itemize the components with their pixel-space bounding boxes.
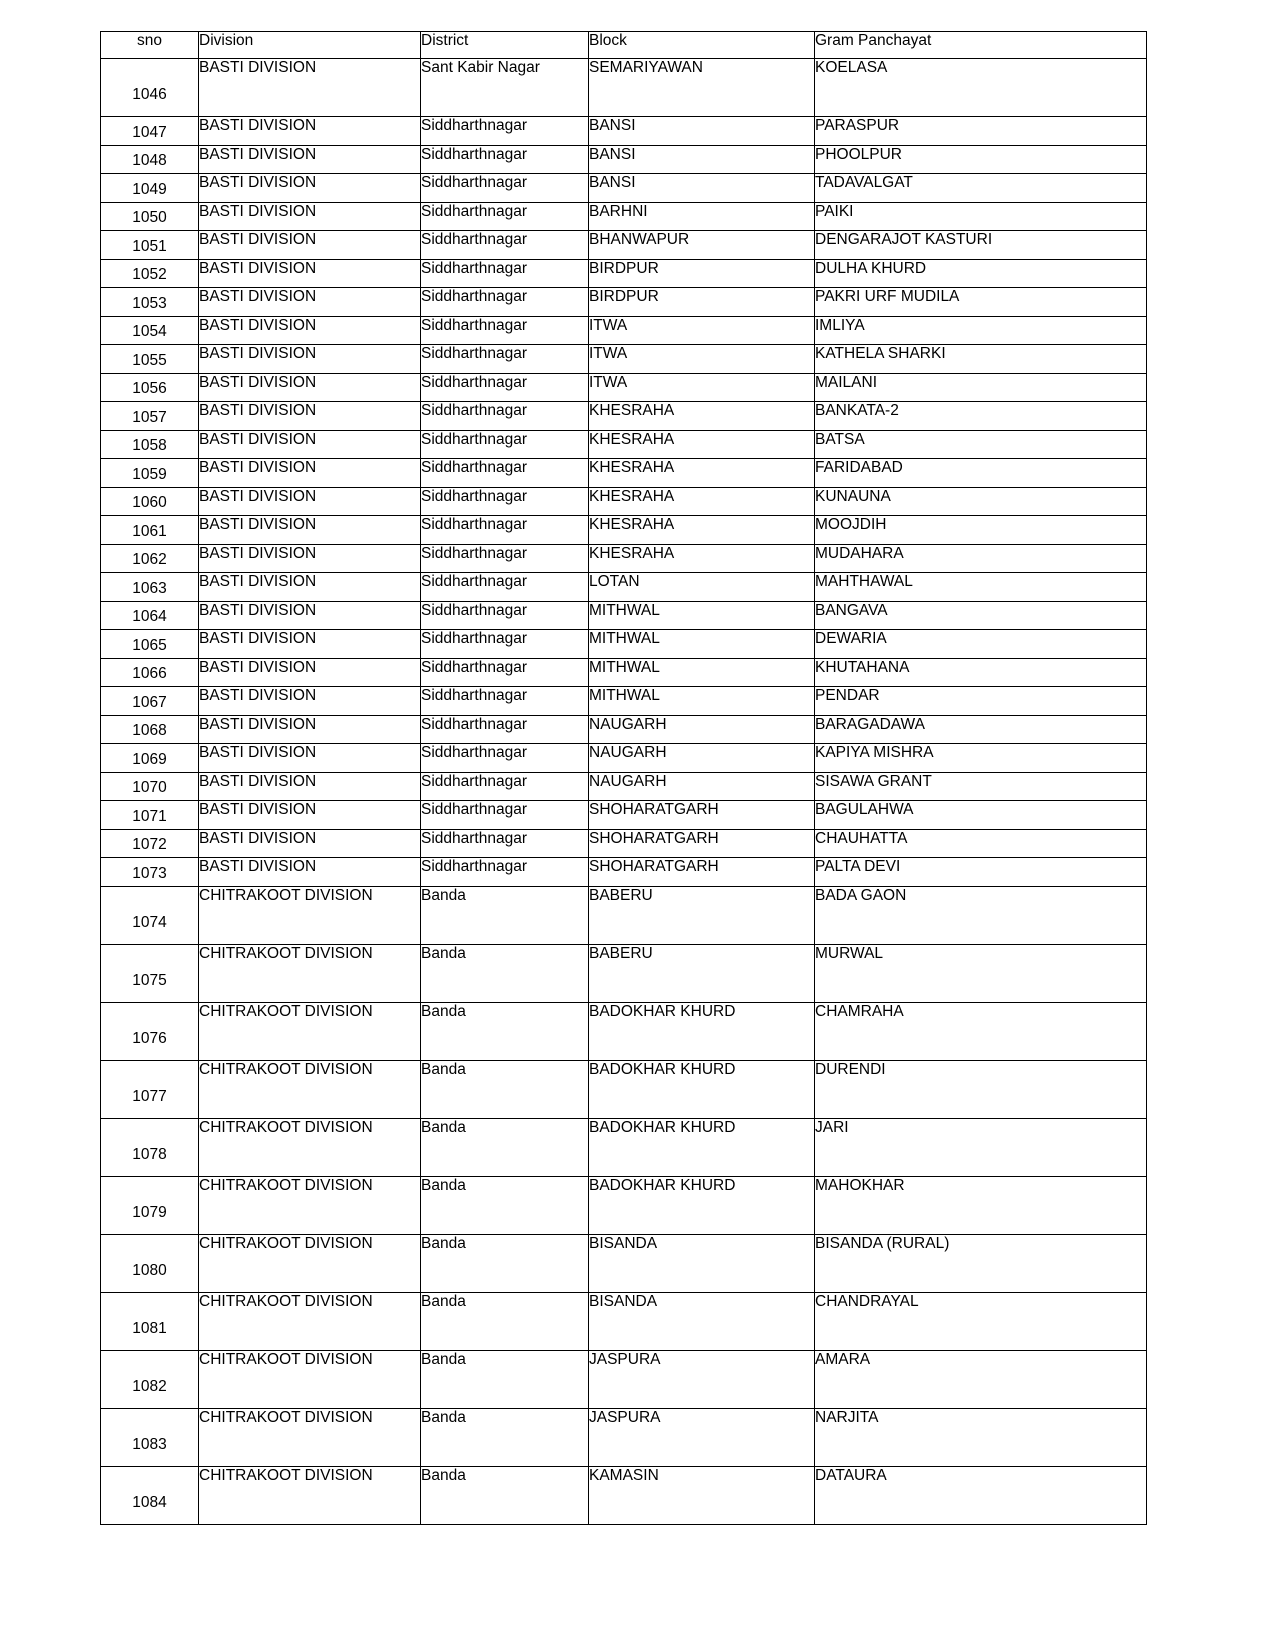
cell-block: BABERU [589, 944, 815, 1002]
cell-division: BASTI DIVISION [199, 145, 421, 174]
cell-gram_panchayat: CHAMRAHA [815, 1002, 1147, 1060]
cell-sno: 1083 [101, 1408, 199, 1466]
cell-district: Banda [421, 886, 589, 944]
table-header [101, 32, 1147, 59]
cell-district: Siddharthnagar [421, 516, 589, 545]
cell-district: Siddharthnagar [421, 202, 589, 231]
cell-division: CHITRAKOOT DIVISION [199, 1002, 421, 1060]
table-body [101, 59, 1147, 1525]
cell-gram_panchayat: MAILANI [815, 373, 1147, 402]
cell-gram_panchayat: DATAURA [815, 1466, 1147, 1524]
cell-sno: 1076 [101, 1002, 199, 1060]
table-row [101, 145, 1147, 174]
table-row [101, 430, 1147, 459]
cell-sno: 1060 [101, 487, 199, 516]
table-row [101, 544, 1147, 573]
cell-sno: 1058 [101, 430, 199, 459]
cell-block: KHESRAHA [589, 544, 815, 573]
cell-division: BASTI DIVISION [199, 459, 421, 488]
cell-sno: 1084 [101, 1466, 199, 1524]
table-row [101, 630, 1147, 659]
cell-sno: 1055 [101, 345, 199, 374]
table-row [101, 231, 1147, 260]
table-row [101, 402, 1147, 431]
table-row [101, 1176, 1147, 1234]
cell-gram_panchayat: AMARA [815, 1350, 1147, 1408]
cell-sno: 1077 [101, 1060, 199, 1118]
cell-district: Siddharthnagar [421, 259, 589, 288]
cell-division: BASTI DIVISION [199, 59, 421, 117]
cell-block: KHESRAHA [589, 516, 815, 545]
cell-sno: 1075 [101, 944, 199, 1002]
cell-division: BASTI DIVISION [199, 573, 421, 602]
cell-district: Siddharthnagar [421, 345, 589, 374]
cell-sno: 1054 [101, 316, 199, 345]
cell-block: NAUGARH [589, 772, 815, 801]
cell-sno: 1069 [101, 744, 199, 773]
cell-gram_panchayat: PENDAR [815, 687, 1147, 716]
cell-district: Siddharthnagar [421, 630, 589, 659]
table-row [101, 1350, 1147, 1408]
cell-district: Siddharthnagar [421, 288, 589, 317]
cell-block: BABERU [589, 886, 815, 944]
cell-gram_panchayat: KAPIYA MISHRA [815, 744, 1147, 773]
cell-gram_panchayat: NARJITA [815, 1408, 1147, 1466]
cell-district: Sant Kabir Nagar [421, 59, 589, 117]
cell-gram_panchayat: BANGAVA [815, 601, 1147, 630]
cell-gram_panchayat: PAIKI [815, 202, 1147, 231]
cell-block: SHOHARATGARH [589, 801, 815, 830]
table-header-row [101, 32, 1147, 59]
cell-division: CHITRAKOOT DIVISION [199, 886, 421, 944]
column-header-district: District [421, 32, 589, 59]
table-row [101, 687, 1147, 716]
cell-sno: 1062 [101, 544, 199, 573]
cell-district: Siddharthnagar [421, 829, 589, 858]
cell-block: MITHWAL [589, 601, 815, 630]
cell-sno: 1065 [101, 630, 199, 659]
table-row [101, 1060, 1147, 1118]
cell-district: Banda [421, 1292, 589, 1350]
cell-district: Siddharthnagar [421, 231, 589, 260]
cell-district: Banda [421, 1002, 589, 1060]
cell-block: BANSI [589, 145, 815, 174]
cell-block: MITHWAL [589, 687, 815, 716]
cell-block: BIRDPUR [589, 259, 815, 288]
cell-division: BASTI DIVISION [199, 117, 421, 146]
cell-sno: 1057 [101, 402, 199, 431]
cell-division: BASTI DIVISION [199, 772, 421, 801]
cell-district: Siddharthnagar [421, 174, 589, 203]
table-row [101, 516, 1147, 545]
cell-block: NAUGARH [589, 744, 815, 773]
cell-block: JASPURA [589, 1350, 815, 1408]
cell-district: Banda [421, 1408, 589, 1466]
cell-sno: 1068 [101, 715, 199, 744]
cell-sno: 1082 [101, 1350, 199, 1408]
cell-division: BASTI DIVISION [199, 858, 421, 887]
table-row [101, 1002, 1147, 1060]
cell-district: Banda [421, 1234, 589, 1292]
cell-division: BASTI DIVISION [199, 630, 421, 659]
table-row [101, 117, 1147, 146]
cell-district: Siddharthnagar [421, 373, 589, 402]
table-row [101, 259, 1147, 288]
cell-gram_panchayat: DEWARIA [815, 630, 1147, 659]
cell-sno: 1046 [101, 59, 199, 117]
cell-sno: 1050 [101, 202, 199, 231]
cell-division: BASTI DIVISION [199, 231, 421, 260]
cell-district: Banda [421, 1118, 589, 1176]
table-row [101, 487, 1147, 516]
cell-sno: 1064 [101, 601, 199, 630]
cell-block: BISANDA [589, 1234, 815, 1292]
cell-sno: 1063 [101, 573, 199, 602]
table-row [101, 1234, 1147, 1292]
cell-division: CHITRAKOOT DIVISION [199, 1234, 421, 1292]
cell-gram_panchayat: MAHOKHAR [815, 1176, 1147, 1234]
cell-gram_panchayat: KHUTAHANA [815, 658, 1147, 687]
cell-block: LOTAN [589, 573, 815, 602]
cell-gram_panchayat: PAKRI URF MUDILA [815, 288, 1147, 317]
cell-gram_panchayat: JARI [815, 1118, 1147, 1176]
table-row [101, 288, 1147, 317]
cell-district: Siddharthnagar [421, 601, 589, 630]
cell-division: BASTI DIVISION [199, 345, 421, 374]
cell-division: BASTI DIVISION [199, 744, 421, 773]
table-row [101, 345, 1147, 374]
cell-district: Siddharthnagar [421, 487, 589, 516]
cell-block: KAMASIN [589, 1466, 815, 1524]
cell-district: Siddharthnagar [421, 715, 589, 744]
cell-gram_panchayat: DENGARAJOT KASTURI [815, 231, 1147, 260]
cell-sno: 1061 [101, 516, 199, 545]
cell-gram_panchayat: FARIDABAD [815, 459, 1147, 488]
cell-division: BASTI DIVISION [199, 658, 421, 687]
cell-division: BASTI DIVISION [199, 430, 421, 459]
cell-division: CHITRAKOOT DIVISION [199, 1408, 421, 1466]
cell-district: Banda [421, 1350, 589, 1408]
cell-block: ITWA [589, 373, 815, 402]
table-row [101, 373, 1147, 402]
cell-gram_panchayat: DURENDI [815, 1060, 1147, 1118]
column-header-gram-panchayat: Gram Panchayat [815, 32, 1147, 59]
cell-gram_panchayat: BADA GAON [815, 886, 1147, 944]
cell-block: JASPURA [589, 1408, 815, 1466]
cell-division: CHITRAKOOT DIVISION [199, 1118, 421, 1176]
cell-gram_panchayat: CHAUHATTA [815, 829, 1147, 858]
cell-district: Siddharthnagar [421, 772, 589, 801]
cell-sno: 1079 [101, 1176, 199, 1234]
cell-sno: 1056 [101, 373, 199, 402]
cell-division: BASTI DIVISION [199, 259, 421, 288]
cell-block: BADOKHAR KHURD [589, 1118, 815, 1176]
table-row [101, 174, 1147, 203]
cell-block: MITHWAL [589, 630, 815, 659]
table-row [101, 829, 1147, 858]
cell-block: BADOKHAR KHURD [589, 1002, 815, 1060]
table-row [101, 59, 1147, 117]
table-row [101, 573, 1147, 602]
cell-division: BASTI DIVISION [199, 829, 421, 858]
cell-division: BASTI DIVISION [199, 202, 421, 231]
cell-district: Siddharthnagar [421, 117, 589, 146]
cell-block: ITWA [589, 316, 815, 345]
table-row [101, 202, 1147, 231]
cell-block: KHESRAHA [589, 459, 815, 488]
table-row [101, 1292, 1147, 1350]
cell-sno: 1071 [101, 801, 199, 830]
cell-gram_panchayat: BAGULAHWA [815, 801, 1147, 830]
cell-gram_panchayat: IMLIYA [815, 316, 1147, 345]
cell-division: BASTI DIVISION [199, 373, 421, 402]
column-header-sno: sno [101, 32, 199, 59]
cell-gram_panchayat: BARAGADAWA [815, 715, 1147, 744]
cell-division: BASTI DIVISION [199, 516, 421, 545]
table-row [101, 858, 1147, 887]
cell-district: Siddharthnagar [421, 573, 589, 602]
cell-sno: 1053 [101, 288, 199, 317]
cell-gram_panchayat: BANKATA-2 [815, 402, 1147, 431]
cell-district: Banda [421, 944, 589, 1002]
cell-block: KHESRAHA [589, 430, 815, 459]
cell-sno: 1066 [101, 658, 199, 687]
cell-district: Siddharthnagar [421, 658, 589, 687]
cell-division: BASTI DIVISION [199, 174, 421, 203]
cell-block: BADOKHAR KHURD [589, 1176, 815, 1234]
cell-district: Siddharthnagar [421, 316, 589, 345]
gram-panchayat-table-container [100, 31, 1146, 1525]
table-row [101, 886, 1147, 944]
table-row [101, 801, 1147, 830]
cell-gram_panchayat: PALTA DEVI [815, 858, 1147, 887]
cell-block: KHESRAHA [589, 402, 815, 431]
cell-sno: 1081 [101, 1292, 199, 1350]
cell-block: BIRDPUR [589, 288, 815, 317]
cell-block: KHESRAHA [589, 487, 815, 516]
cell-division: BASTI DIVISION [199, 487, 421, 516]
cell-district: Banda [421, 1060, 589, 1118]
cell-sno: 1047 [101, 117, 199, 146]
cell-division: BASTI DIVISION [199, 601, 421, 630]
table-row [101, 744, 1147, 773]
cell-gram_panchayat: PHOOLPUR [815, 145, 1147, 174]
cell-sno: 1073 [101, 858, 199, 887]
table-row [101, 944, 1147, 1002]
cell-district: Siddharthnagar [421, 687, 589, 716]
cell-block: BANSI [589, 117, 815, 146]
cell-district: Banda [421, 1466, 589, 1524]
cell-district: Siddharthnagar [421, 430, 589, 459]
cell-gram_panchayat: TADAVALGAT [815, 174, 1147, 203]
table-row [101, 316, 1147, 345]
table-row [101, 1466, 1147, 1524]
cell-sno: 1067 [101, 687, 199, 716]
table-row [101, 658, 1147, 687]
cell-district: Siddharthnagar [421, 145, 589, 174]
cell-district: Siddharthnagar [421, 744, 589, 773]
cell-block: SEMARIYAWAN [589, 59, 815, 117]
cell-gram_panchayat: SISAWA GRANT [815, 772, 1147, 801]
column-header-division: Division [199, 32, 421, 59]
cell-division: BASTI DIVISION [199, 715, 421, 744]
cell-division: BASTI DIVISION [199, 687, 421, 716]
cell-sno: 1080 [101, 1234, 199, 1292]
cell-district: Banda [421, 1176, 589, 1234]
cell-division: BASTI DIVISION [199, 288, 421, 317]
table-row [101, 715, 1147, 744]
cell-district: Siddharthnagar [421, 801, 589, 830]
cell-gram_panchayat: BISANDA (RURAL) [815, 1234, 1147, 1292]
cell-division: BASTI DIVISION [199, 544, 421, 573]
cell-block: BHANWAPUR [589, 231, 815, 260]
cell-block: BISANDA [589, 1292, 815, 1350]
cell-gram_panchayat: KUNAUNA [815, 487, 1147, 516]
cell-gram_panchayat: MUDAHARA [815, 544, 1147, 573]
cell-block: BANSI [589, 174, 815, 203]
cell-block: BADOKHAR KHURD [589, 1060, 815, 1118]
cell-sno: 1059 [101, 459, 199, 488]
cell-block: SHOHARATGARH [589, 858, 815, 887]
cell-block: ITWA [589, 345, 815, 374]
column-header-block: Block [589, 32, 815, 59]
cell-gram_panchayat: KATHELA SHARKI [815, 345, 1147, 374]
cell-sno: 1048 [101, 145, 199, 174]
cell-gram_panchayat: MOOJDIH [815, 516, 1147, 545]
table-row [101, 459, 1147, 488]
cell-division: CHITRAKOOT DIVISION [199, 1292, 421, 1350]
cell-division: CHITRAKOOT DIVISION [199, 1176, 421, 1234]
cell-block: MITHWAL [589, 658, 815, 687]
cell-sno: 1072 [101, 829, 199, 858]
table-row [101, 601, 1147, 630]
cell-gram_panchayat: MAHTHAWAL [815, 573, 1147, 602]
cell-sno: 1052 [101, 259, 199, 288]
cell-division: BASTI DIVISION [199, 402, 421, 431]
cell-district: Siddharthnagar [421, 544, 589, 573]
cell-division: BASTI DIVISION [199, 316, 421, 345]
cell-gram_panchayat: CHANDRAYAL [815, 1292, 1147, 1350]
cell-district: Siddharthnagar [421, 402, 589, 431]
cell-gram_panchayat: MURWAL [815, 944, 1147, 1002]
cell-gram_panchayat: KOELASA [815, 59, 1147, 117]
cell-block: NAUGARH [589, 715, 815, 744]
cell-district: Siddharthnagar [421, 858, 589, 887]
gram-panchayat-table [100, 31, 1147, 1525]
cell-sno: 1049 [101, 174, 199, 203]
cell-gram_panchayat: BATSA [815, 430, 1147, 459]
cell-block: BARHNI [589, 202, 815, 231]
cell-division: CHITRAKOOT DIVISION [199, 1060, 421, 1118]
table-row [101, 772, 1147, 801]
cell-sno: 1051 [101, 231, 199, 260]
cell-district: Siddharthnagar [421, 459, 589, 488]
cell-division: CHITRAKOOT DIVISION [199, 1466, 421, 1524]
cell-division: BASTI DIVISION [199, 801, 421, 830]
cell-gram_panchayat: PARASPUR [815, 117, 1147, 146]
cell-sno: 1078 [101, 1118, 199, 1176]
cell-division: CHITRAKOOT DIVISION [199, 1350, 421, 1408]
table-row [101, 1408, 1147, 1466]
cell-gram_panchayat: DULHA KHURD [815, 259, 1147, 288]
cell-sno: 1074 [101, 886, 199, 944]
table-row [101, 1118, 1147, 1176]
cell-block: SHOHARATGARH [589, 829, 815, 858]
cell-division: CHITRAKOOT DIVISION [199, 944, 421, 1002]
cell-sno: 1070 [101, 772, 199, 801]
